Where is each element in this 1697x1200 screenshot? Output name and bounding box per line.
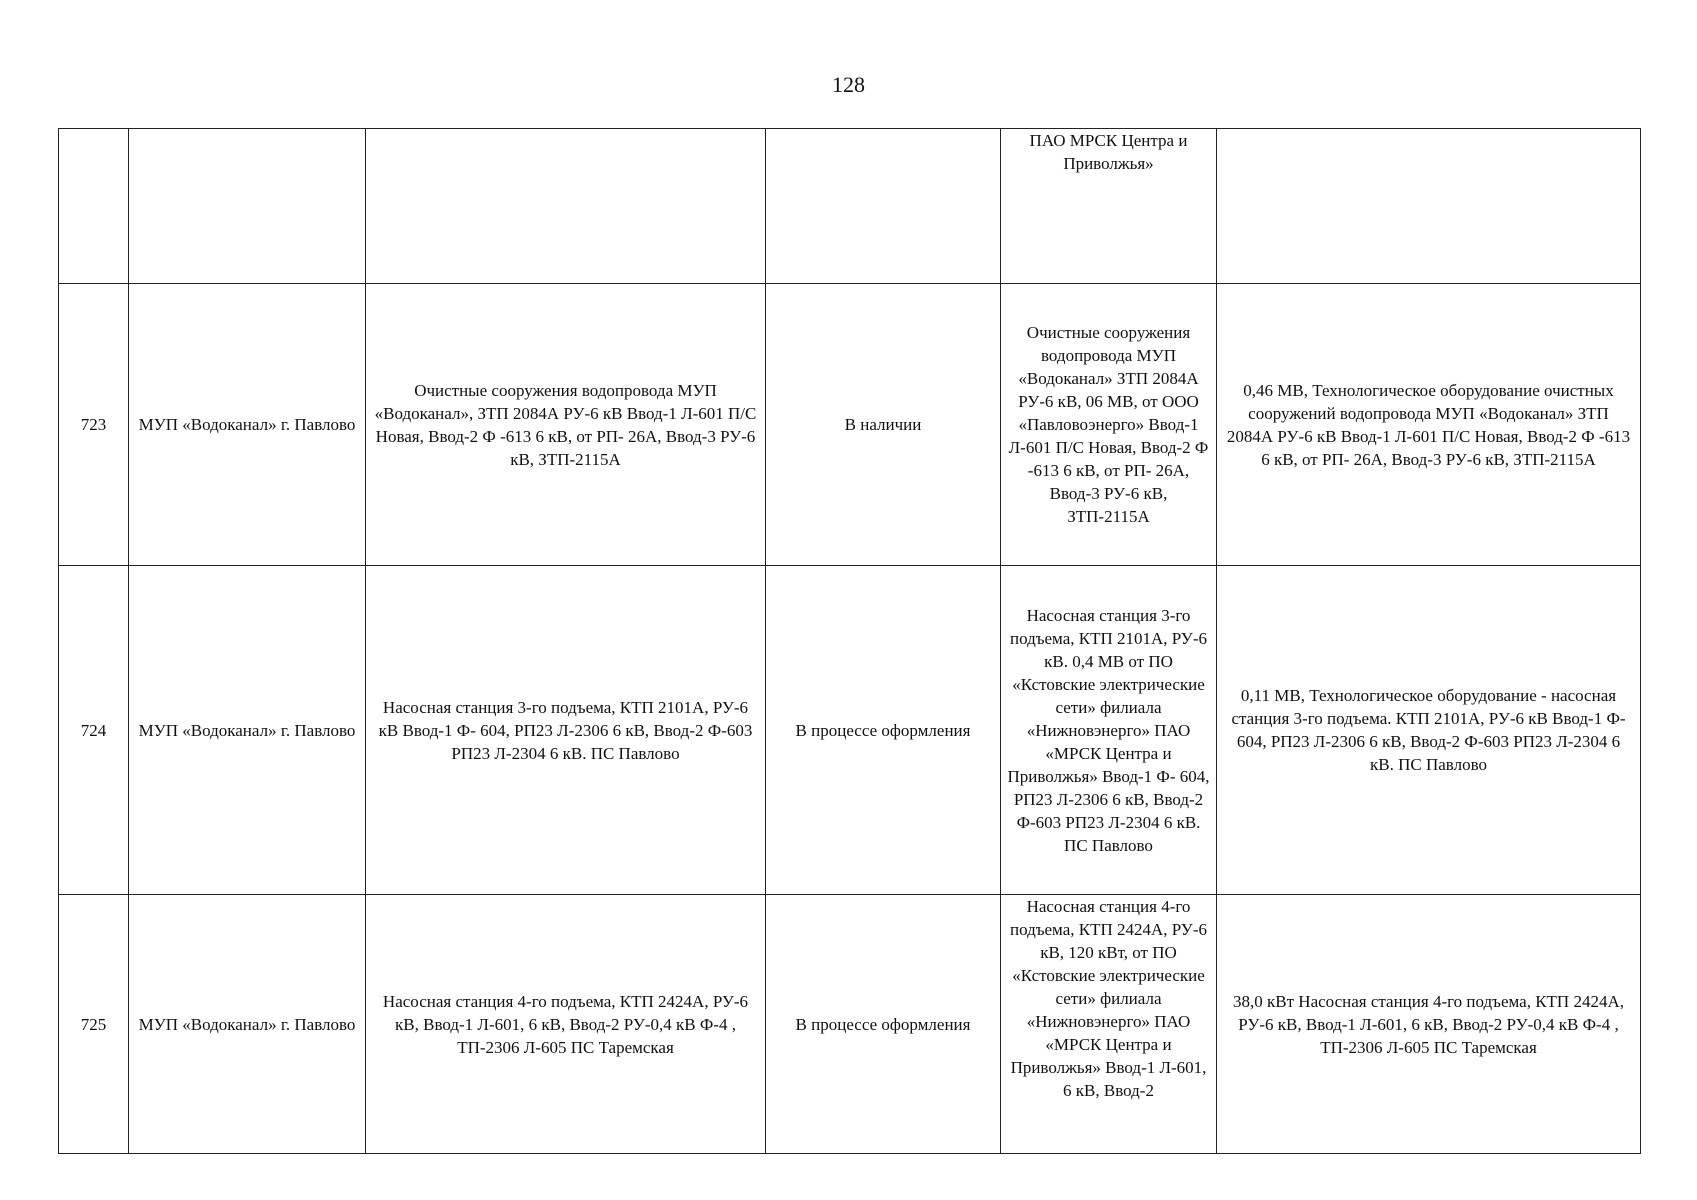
page-number: 128 (832, 72, 865, 97)
source-cell: Насосная станция 3-го подъема, КТП 2101А, РУ-6 кВ. 0,4 МВ от ПО «Кстовские электрические сети» филиала «Нижновэнерго» ПАО «МРСК Центра и Приволжья» Ввод-1 Ф- 604, РП23 Л-2306 6 кВ, Ввод-2 Ф-603 РП23 Л-2304 6 кВ. ПС Павлово (1001, 566, 1217, 895)
status-cell: В процессе оформления (766, 895, 1001, 1154)
organization-cell: МУП «Водоканал» г. Павлово (129, 284, 366, 566)
status-cell (766, 129, 1001, 284)
registry-table (58, 128, 1641, 1154)
object-cell: Насосная станция 3-го подъема, КТП 2101А, РУ-6 кВ Ввод-1 Ф- 604, РП23 Л-2306 6 кВ, Ввод-2 Ф-603 РП23 Л-2304 6 кВ. ПС Павлово (366, 566, 766, 895)
table-row (59, 895, 1641, 1154)
table-row (59, 129, 1641, 284)
capacity-cell: 38,0 кВт Насосная станция 4-го подъема, КТП 2424А, РУ-6 кВ, Ввод-1 Л-601, 6 кВ, Ввод-2 РУ-0,4 кВ Ф-4 , ТП-2306 Л-605 ПС Таремская (1217, 895, 1641, 1154)
object-cell (366, 129, 766, 284)
status-cell: В процессе оформления (766, 566, 1001, 895)
organization-cell: МУП «Водоканал» г. Павлово (129, 566, 366, 895)
organization-cell: МУП «Водоканал» г. Павлово (129, 895, 366, 1154)
organization-cell (129, 129, 366, 284)
number-cell: 725 (59, 895, 129, 1154)
number-cell: 723 (59, 284, 129, 566)
source-cell (1001, 129, 1217, 284)
table-row (59, 566, 1641, 895)
source-text: ПАО МРСК Центра и Приволжья» (1029, 131, 1188, 173)
number-cell: 724 (59, 566, 129, 895)
status-cell: В наличии (766, 284, 1001, 566)
table-row (59, 284, 1641, 566)
object-cell: Очистные сооружения водопровода МУП «Водоканал», ЗТП 2084А РУ-6 кВ Ввод-1 Л-601 П/С Новая, Ввод-2 Ф -613 6 кВ, от РП- 26А, Ввод-3 РУ-6 кВ, ЗТП-2115А (366, 284, 766, 566)
number-cell (59, 129, 129, 284)
source-cell: Очистные сооружения водопровода МУП «Водоканал» ЗТП 2084А РУ-6 кВ, 06 МВ, от ООО «Павловоэнерго» Ввод-1 Л-601 П/С Новая, Ввод-2 Ф -613 6 кВ, от РП- 26А, Ввод-3 РУ-6 кВ, ЗТП-2115А (1001, 284, 1217, 566)
object-cell: Насосная станция 4-го подъема, КТП 2424А, РУ-6 кВ, Ввод-1 Л-601, 6 кВ, Ввод-2 РУ-0,4 кВ Ф-4 , ТП-2306 Л-605 ПС Таремская (366, 895, 766, 1154)
capacity-cell: 0,11 МВ, Технологическое оборудование - насосная станция 3-го подъема. КТП 2101А, РУ-6 кВ Ввод-1 Ф- 604, РП23 Л-2306 6 кВ, Ввод-2 Ф-603 РП23 Л-2304 6 кВ. ПС Павлово (1217, 566, 1641, 895)
capacity-cell: 0,46 МВ, Технологическое оборудование очистных сооружений водопровода МУП «Водоканал» ЗТП 2084А РУ-6 кВ Ввод-1 Л-601 П/С Новая, Ввод-2 Ф -613 6 кВ, от РП- 26А, Ввод-3 РУ-6 кВ, ЗТП-2115А (1217, 284, 1641, 566)
capacity-cell (1217, 129, 1641, 284)
source-cell: Насосная станция 4-го подъема, КТП 2424А, РУ-6 кВ, 120 кВт, от ПО «Кстовские электрические сети» филиала «Нижновэнерго» ПАО «МРСК Центра и Приволжья» Ввод-1 Л-601, 6 кВ, Ввод-2 (1001, 895, 1217, 1154)
